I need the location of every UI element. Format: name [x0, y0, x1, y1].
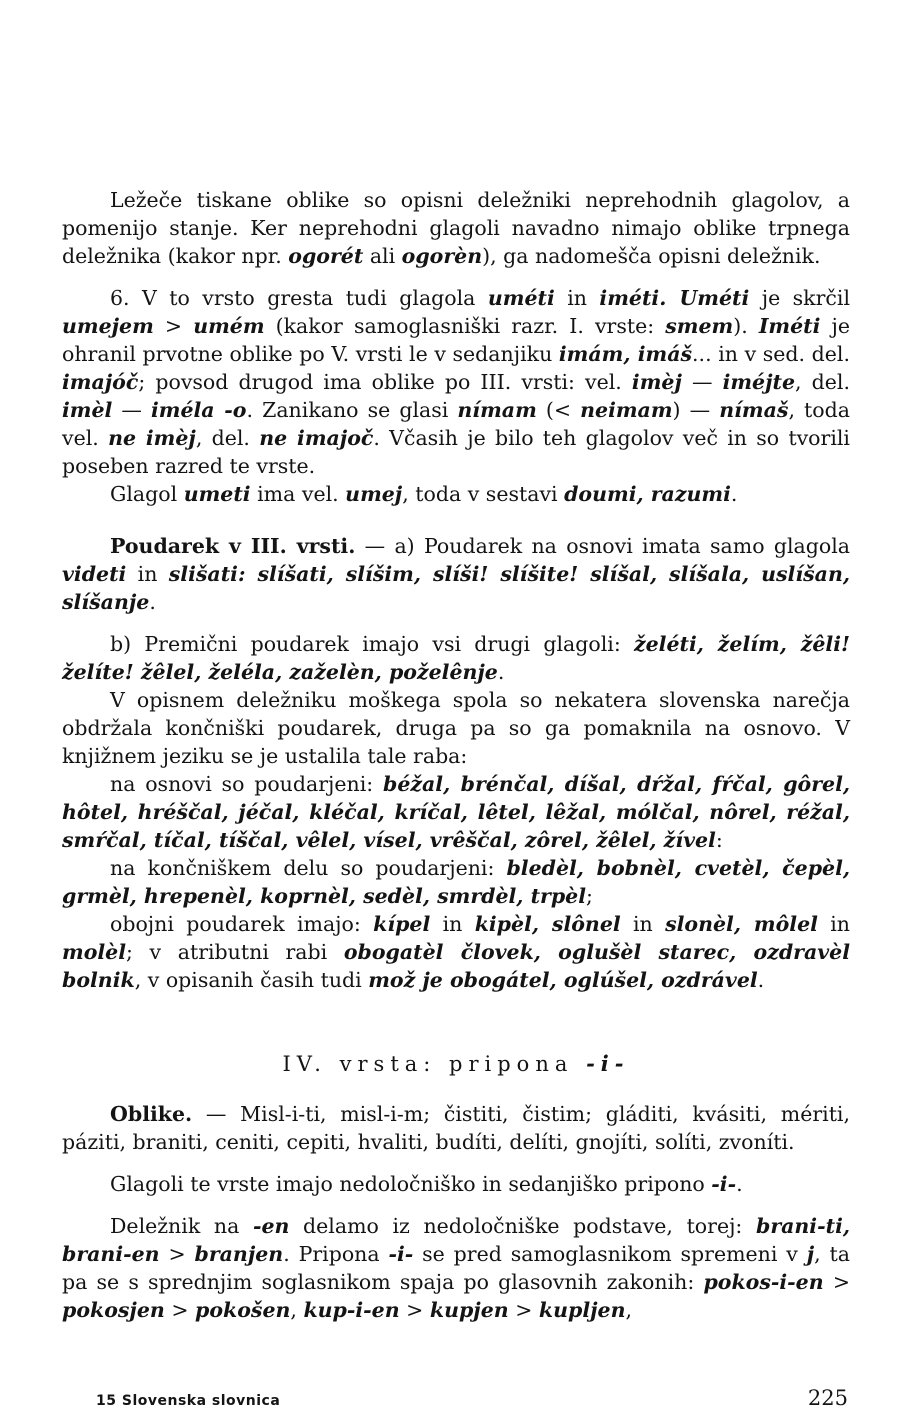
page-number: 225	[807, 1386, 848, 1410]
paragraph: Oblike. — Misl-i-ti, misl-i-m; čistiti, čistim; gláditi, kvásiti, mériti, páziti, braniti, ceniti, cepiti, hvaliti, budíti, delíti, gnojíti, solíti, zvoníti.	[62, 1102, 850, 1154]
paragraph: Glagol umeti ima vel. umej, toda v sestavi doumi, razumi.	[110, 482, 738, 506]
page-text	[62, 186, 850, 1324]
paragraph: 6. V to vrsto gresta tudi glagola uméti in iméti. Uméti je skrčil umejem > umém (kakor samoglasniški razr. I. vrste: smem). Iméti je ohranil prvotne oblike po V. vrsti le v sedanjiku imám, imáš... in v sed. del. imajóč; povsod drugod ima oblike po III. vrsti: vel. imèj — iméjte, del. imèl — iméla -o. Zanikano se glasi nímam (< neimam) — nímaš, toda vel. ne imèj, del. ne imajoč. Včasih je bilo teh glagolov več in so tvorili poseben razred te vrste.	[62, 286, 851, 478]
footer-signature: 15 Slovenska slovnica	[96, 1393, 281, 1409]
paragraph: Poudarek v III. vrsti. — a) Poudarek na osnovi imata samo glagola videti in slišati: slíšati, slíšim, slíši! slíšite! slíšal, slíšala, uslíšan, slíšanje.	[62, 534, 850, 614]
paragraph: na končniškem delu so poudarjeni: bledèl, bobnèl, cvetèl, čepèl, grmèl, hrepenèl, koprnèl, sedèl, smrdèl, trpèl;	[62, 856, 850, 908]
paragraph: Ležeče tiskane oblike so opisni deležniki neprehodnih glagolov, a pomenijo stanje. Ker neprehodni glagoli navadno nimajo oblike trpnega deležnika (kakor npr. ogorét ali ogorèn), ga nadomešča opisni deležnik.	[62, 188, 850, 268]
paragraph: Deležnik na -en delamo iz nedoločniške podstave, torej: brani-ti, brani-en > branjen. Pripona -i- se pred samoglasnikom spremeni v j, ta pa se s sprednjim soglasnikom spaja po glasovnih zakonih: pokos-i-en > pokosjen > pokošen, kup-i-en > kupjen > kupljen,	[62, 1214, 850, 1322]
paragraph: Glagoli te vrste imajo nedoločniško in sedanjiško pripono -i-.	[110, 1172, 743, 1196]
paragraph: na osnovi so poudarjeni: béžal, brénčal, díšal, dŕžal, fŕčal, gôrel, hôtel, hréščal, jéčal, kléčal, kríčal, lêtel, lêžal, mólčal, nôrel, réžal, smŕčal, tíčal, tíščal, vêlel, vísel, vrêščal, zôrel, žêlel, žível:	[62, 772, 850, 852]
paragraph: b) Premični poudarek imajo vsi drugi glagoli: želéti, želím, žêli! želíte! žêlel, želéla, zaželèn, poželênje.	[62, 632, 851, 684]
paragraph: obojni poudarek imajo: kípel in kipèl, slônel in slonèl, môlel in molèl; v atributni rabi obogatèl človek, oglušèl starec, ozdravèl bolnik, v opisanih časih tudi mož je obogátel, oglúšel, ozdrável.	[62, 912, 850, 992]
paragraph: V opisnem deležniku moškega spola so nekatera slovenska narečja obdržala končniški poudarek, druga pa so ga pomaknila na osnovo. V knjižnem jeziku se je ustalila tale raba:	[62, 688, 850, 768]
section-heading: IV. vrsta: pripona -i-	[282, 1051, 630, 1076]
